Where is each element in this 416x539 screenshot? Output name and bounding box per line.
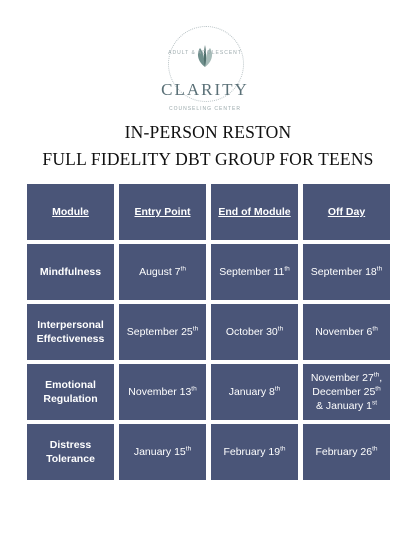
date-text: November 6th <box>315 325 378 338</box>
end-of-module-date <box>211 424 298 480</box>
end-of-module-date <box>211 304 298 360</box>
module-name: Mindfulness <box>27 244 114 300</box>
date-text: October 30th <box>225 325 284 338</box>
date-text: November 13th <box>128 385 197 398</box>
end-of-module-date <box>211 364 298 420</box>
module-name: Interpersonal Effectiveness <box>27 304 114 360</box>
entry-point-date <box>119 304 206 360</box>
date-text: February 26th <box>315 445 378 458</box>
module-name: Emotional Regulation <box>27 364 114 420</box>
date-text: August 7th <box>139 265 186 278</box>
off-day-date <box>303 304 390 360</box>
ordinal-suffix: th <box>280 445 286 453</box>
module-name: Distress Tolerance <box>27 424 114 480</box>
title-line-2: FULL FIDELITY DBT GROUP FOR TEENS <box>42 149 374 169</box>
ordinal-suffix: th <box>191 385 197 393</box>
schedule-table <box>27 184 390 480</box>
date-text: January 8th <box>228 385 281 398</box>
clarity-logo <box>150 22 260 112</box>
date-text: September 11th <box>219 265 290 278</box>
date-text: January 15th <box>133 445 192 458</box>
entry-point-date <box>119 244 206 300</box>
off-day-date <box>303 364 390 420</box>
date-text: February 19th <box>223 445 286 458</box>
title-line-1: IN-PERSON RESTON <box>124 122 292 142</box>
ordinal-suffix: th <box>373 371 380 379</box>
ordinal-suffix: th <box>375 385 381 393</box>
logo-wordmark: CLARITY <box>161 80 249 99</box>
entry-point-date <box>119 424 206 480</box>
off-day-date <box>303 424 390 480</box>
ordinal-suffix: th <box>277 325 284 333</box>
date-text: & January 1st <box>315 399 378 413</box>
header-module: Module <box>27 184 114 240</box>
header-end-of-module: End of Module <box>211 184 298 240</box>
ordinal-suffix: st <box>371 399 378 407</box>
ordinal-suffix: th <box>372 325 378 333</box>
date-text: September 18th <box>310 265 383 278</box>
ordinal-suffix: th <box>274 385 281 393</box>
leaf-icon <box>194 44 216 68</box>
ordinal-suffix: th <box>376 265 383 273</box>
ordinal-suffix: th <box>372 445 378 453</box>
header-entry-point: Entry Point <box>119 184 206 240</box>
header-off-day: Off Day <box>303 184 390 240</box>
logo-arc-top: ADULT & ADOLESCENT <box>168 50 242 56</box>
ordinal-suffix: th <box>284 265 290 273</box>
entry-point-date <box>119 364 206 420</box>
ordinal-suffix: th <box>185 445 192 453</box>
logo-arc-bottom: COUNSELING CENTER <box>168 106 241 112</box>
date-text: December 25th <box>312 385 381 398</box>
date-text: November 27th, <box>310 371 383 384</box>
ordinal-suffix: th <box>192 325 199 333</box>
date-text: September 25th <box>126 325 199 338</box>
ordinal-suffix: th <box>180 265 186 273</box>
end-of-module-date <box>211 244 298 300</box>
off-day-date <box>303 244 390 300</box>
